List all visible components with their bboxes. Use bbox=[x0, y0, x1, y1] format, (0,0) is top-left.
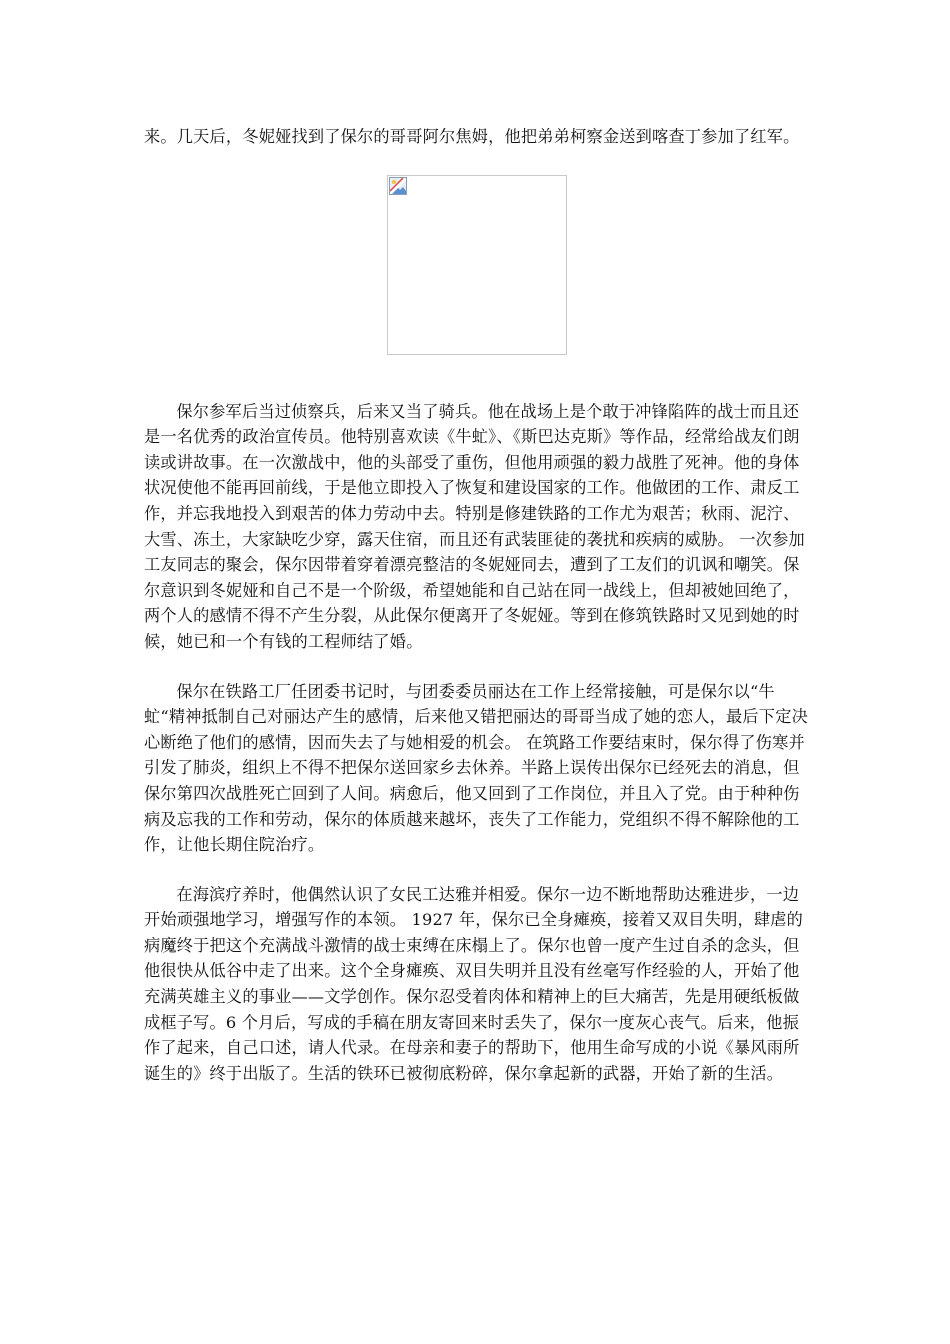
paragraph-1: 保尔参军后当过侦察兵，后来又当了骑兵。他在战场上是个敢于冲锋陷阵的战士而且还是一名优秀的政治宣传员。他特别喜欢读《牛虻》、《斯巴达克斯》等作品，经常给战友们朗读或讲故事。在一次激战中，他的头部受了重伤，但他用顽强的毅力战胜了死神。他的身体状况使他不能再回前线，于是他立即投入了恢复和建设国家的工作。他做团的工作、肃反工作，并忘我地投入到艰苦的体力劳动中去。特别是修建铁路的工作尤为艰苦；秋雨、泥泞、大雪、冻土，大家缺吃少穿，露天住宿，而且还有武装匪徒的袭扰和疾病的威胁。 一次参加工友同志的聚会，保尔因带着穿着漂亮整洁的冬妮娅同去，遭到了工友们的讥讽和嘲笑。保尔意识到冬妮娅和自己不是一个阶级，希望她能和自己站在同一战线上，但却被她回绝了，两个人的感情不得不产生分裂，从此保尔便离开了冬妮娅。等到在修筑铁路时又见到她的时候，她已和一个有钱的工程师结了婚。 bbox=[144, 401, 805, 651]
document-body bbox=[144, 124, 810, 1086]
paragraph-gap bbox=[144, 858, 810, 882]
paragraph-gap bbox=[144, 655, 810, 679]
paragraph-3: 在海滨疗养时，他偶然认识了女民工达雅并相爱。保尔一边不断地帮助达雅进步，一边开始顽强地学习，增强写作的本领。 1927 年，保尔已全身瘫痪，接着又双目失明，肆虐的病魔终于把这个充满战斗激情的战士束缚在床榻上了。保尔也曾一度产生过自杀的念头，但他很快从低谷中走了出来。这个全身瘫痪、双目失明并且没有丝毫写作经验的人，开始了他充满英雄主义的事业——文学创作。保尔忍受着肉体和精神上的巨大痛苦，先是用硬纸板做成框子写。6 个月后，写成的手稿在朋友寄回来时丢失了，保尔一度灰心丧气。后来，他振作了起来，自己口述，请人代录。在母亲和妻子的帮助下，他用生命写成的小说《暴风雨所诞生的》终于出版了。生活的铁环已被彻底粉碎，保尔拿起新的武器，开始了新的生活。 bbox=[144, 884, 804, 1083]
embedded-image bbox=[387, 175, 567, 355]
paragraph-2: 保尔在铁路工厂任团委书记时，与团委委员丽达在工作上经常接触，可是保尔以“牛虻“精神抵制自己对丽达产生的感情，后来他又错把丽达的哥哥当成了她的恋人，最后下定决心断绝了他们的感情，因而失去了与她相爱的机会。 在筑路工作要结束时，保尔得了伤寒并引发了肺炎，组织上不得不把保尔送回家乡去休养。半路上误传出保尔已经死去的消息，但保尔第四次战胜死亡回到了人间。病愈后，他又回到了工作岗位，并且入了党。由于种种伤病及忘我的工作和劳动，保尔的体质越来越坏，丧失了工作能力，党组织不得不解除他的工作，让他长期住院治疗。 bbox=[144, 681, 808, 855]
broken-image-icon bbox=[389, 177, 407, 195]
spacer bbox=[144, 355, 810, 399]
intro-line: 来。几天后，冬妮娅找到了保尔的哥哥阿尔焦姆，他把弟弟柯察金送到喀查丁参加了红军。 bbox=[144, 127, 800, 146]
image-container bbox=[144, 175, 810, 355]
